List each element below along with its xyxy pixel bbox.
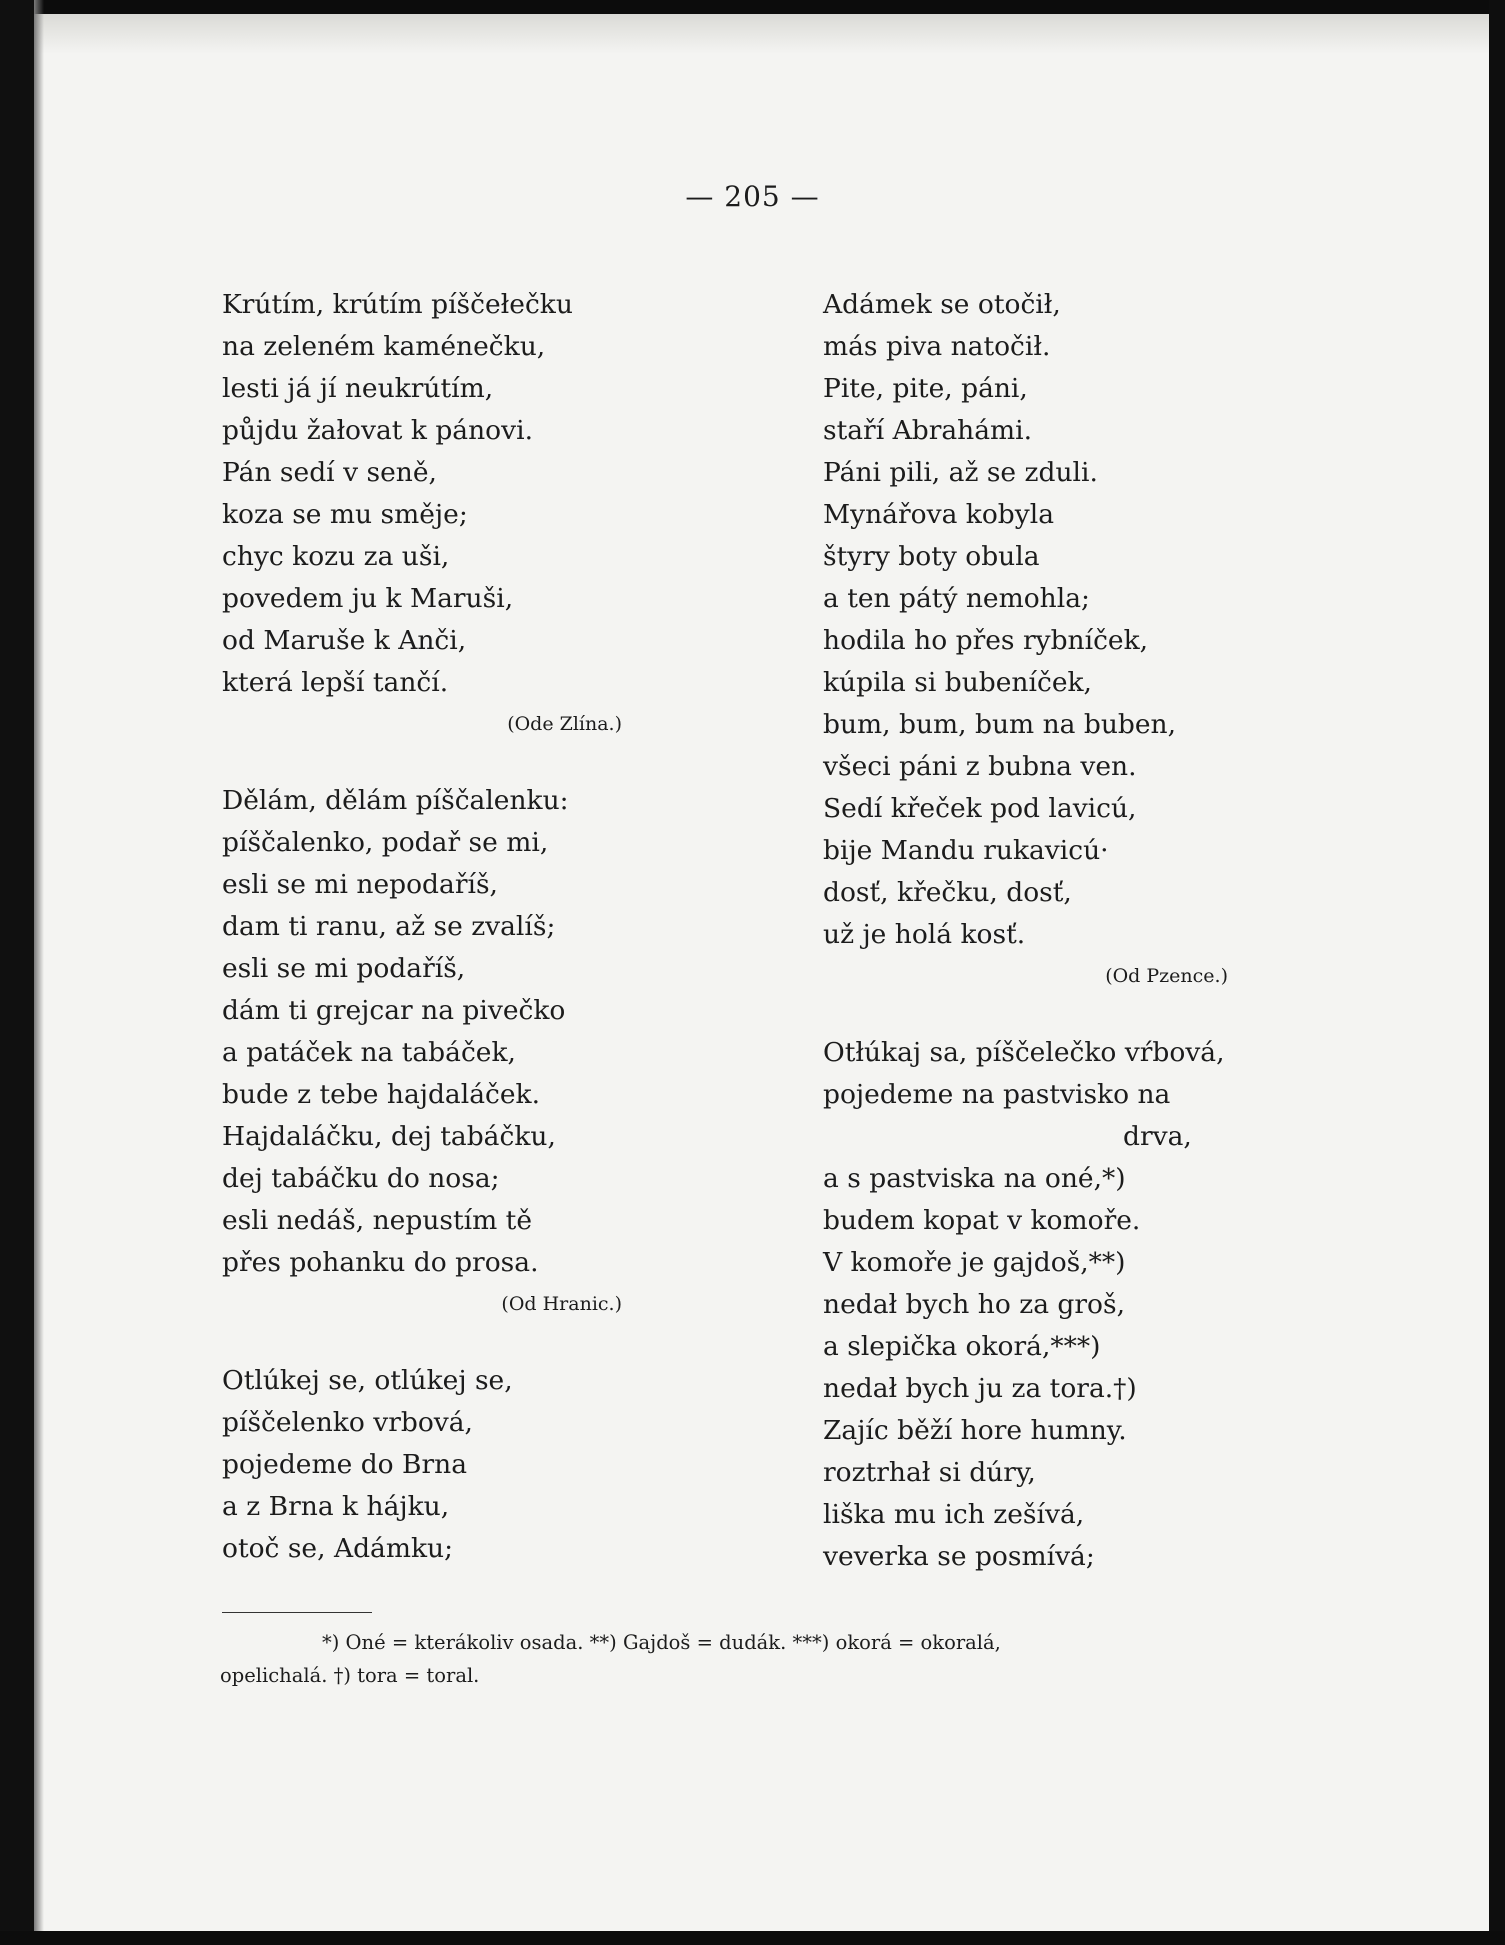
poem-stanza	[222, 284, 622, 744]
poem-line: más piva natočił.	[823, 331, 1051, 362]
poem-line: Sedí křeček pod lavicú,	[823, 793, 1137, 824]
poem-line: a slepička okorá,***)	[823, 1331, 1101, 1362]
poem-line: dosť, křečku, dosť,	[823, 877, 1072, 908]
poem-line: přes pohanku do prosa.	[222, 1247, 539, 1278]
page-number: — 205 —	[685, 180, 820, 213]
poem-line: Pite, pite, páni,	[823, 373, 1028, 404]
poem-line: pojedeme na pastvisko na	[823, 1079, 1171, 1110]
poem-line: půjdu žałovat k pánovi.	[222, 415, 533, 446]
poem-line: a patáček na tabáček,	[222, 1037, 516, 1068]
poem-line: V komoře je gajdoš,**)	[823, 1247, 1126, 1278]
poem-line: bum, bum, bum na buben,	[823, 709, 1177, 740]
poem-line: od Maruše k Anči,	[222, 625, 467, 656]
poem-line: veverka se posmívá;	[823, 1541, 1095, 1572]
poem-line: Pán sedí v seně,	[222, 457, 437, 488]
poem-line: Otłúkaj sa, píščelečko vŕbová,	[823, 1037, 1225, 1068]
footnote-divider	[222, 1612, 372, 1613]
scan-border-bottom	[0, 1931, 1505, 1945]
footnotes	[220, 1626, 1250, 1692]
source-note: (Od Hranic.)	[501, 1293, 622, 1315]
footnote-line: *) Oné = kterákoliv osada. **) Gajdoš = dudák. ***) okorá = okoralá,	[322, 1631, 1001, 1654]
poem-line: staří Abrahámi.	[823, 415, 1033, 446]
poem-line: hodila ho přes rybníček,	[823, 625, 1149, 656]
poem-line: nedał bych ho za groš,	[823, 1289, 1126, 1320]
poem-line: esli nedáš, nepustím tě	[222, 1205, 533, 1236]
poem-line: koza se mu směje;	[222, 499, 468, 530]
poem-line: roztrhał si dúry,	[823, 1457, 1036, 1488]
poem-stanza	[222, 1360, 622, 1570]
poem-line: liška mu ich zešívá,	[823, 1499, 1085, 1530]
poem-line: a z Brna k hájku,	[222, 1491, 450, 1522]
poem-line: otoč se, Adámku;	[222, 1533, 454, 1564]
poem-line: Páni pili, až se zduli.	[823, 457, 1098, 488]
source-note: (Ode Zlína.)	[507, 713, 622, 735]
poem-line: chyc kozu za uši,	[222, 541, 450, 572]
poem-line: která lepší tančí.	[222, 667, 449, 698]
poem-line: a s pastviska na oné,*)	[823, 1163, 1126, 1194]
poem-line: Dělám, dělám píščalenku:	[222, 785, 569, 816]
poem-line: povedem ju k Maruši,	[222, 583, 514, 614]
poem-line: štyry boty obula	[823, 541, 1040, 572]
right-column	[823, 284, 1228, 1578]
poem-line: Otlúkej se, otlúkej se,	[222, 1365, 513, 1396]
poem-line: dam ti ranu, až se zvalíš;	[222, 911, 556, 942]
poem-line: budem kopat v komoře.	[823, 1205, 1141, 1236]
footnote-line: opelichalá. †) tora = toral.	[220, 1664, 480, 1687]
poem-line: esli se mi nepodaříš,	[222, 869, 498, 900]
poem-stanza	[823, 284, 1228, 996]
scan-border-right	[1489, 0, 1505, 1945]
poem-line: bude z tebe hajdaláček.	[222, 1079, 541, 1110]
poem-line: kúpila si bubeníček,	[823, 667, 1092, 698]
poem-line: na zeleném kaménečku,	[222, 331, 546, 362]
poem-line: pojedeme do Brna	[222, 1449, 468, 1480]
poem-stanza	[222, 780, 622, 1324]
poem-line: Mynářova kobyla	[823, 499, 1055, 530]
poem-line: Zajíc běží hore humny.	[823, 1415, 1127, 1446]
scan-shadow-top	[0, 14, 1505, 54]
poem-line: Krútím, krútím píščełečku	[222, 289, 573, 320]
poem-line: bije Mandu rukavicú·	[823, 835, 1109, 866]
poem-line: už je holá kosť.	[823, 919, 1026, 950]
poem-line: Adámek se otočił,	[823, 289, 1061, 320]
poem-stanza	[823, 1032, 1228, 1578]
poem-line: Hajdaláčku, dej tabáčku,	[222, 1121, 556, 1152]
poem-line: a ten pátý nemohla;	[823, 583, 1090, 614]
poem-line: píščalenko, podař se mi,	[222, 827, 549, 858]
scan-border-top	[0, 0, 1505, 14]
poem-line: drva,	[1123, 1121, 1192, 1152]
poem-line: nedał bych ju za tora.†)	[823, 1373, 1137, 1404]
poem-line: dám ti grejcar na pivečko	[222, 995, 566, 1026]
poem-line: lesti já jí neukrútím,	[222, 373, 494, 404]
poem-line: všeci páni z bubna ven.	[823, 751, 1137, 782]
poem-line: esli se mi podaříš,	[222, 953, 466, 984]
left-column	[222, 284, 622, 1570]
poem-line: dej tabáčku do nosa;	[222, 1163, 500, 1194]
poem-line: píščelenko vrbová,	[222, 1407, 473, 1438]
scan-shadow-left	[34, 0, 44, 1945]
source-note: (Od Pzence.)	[1105, 965, 1228, 987]
scan-border-left	[0, 0, 34, 1945]
